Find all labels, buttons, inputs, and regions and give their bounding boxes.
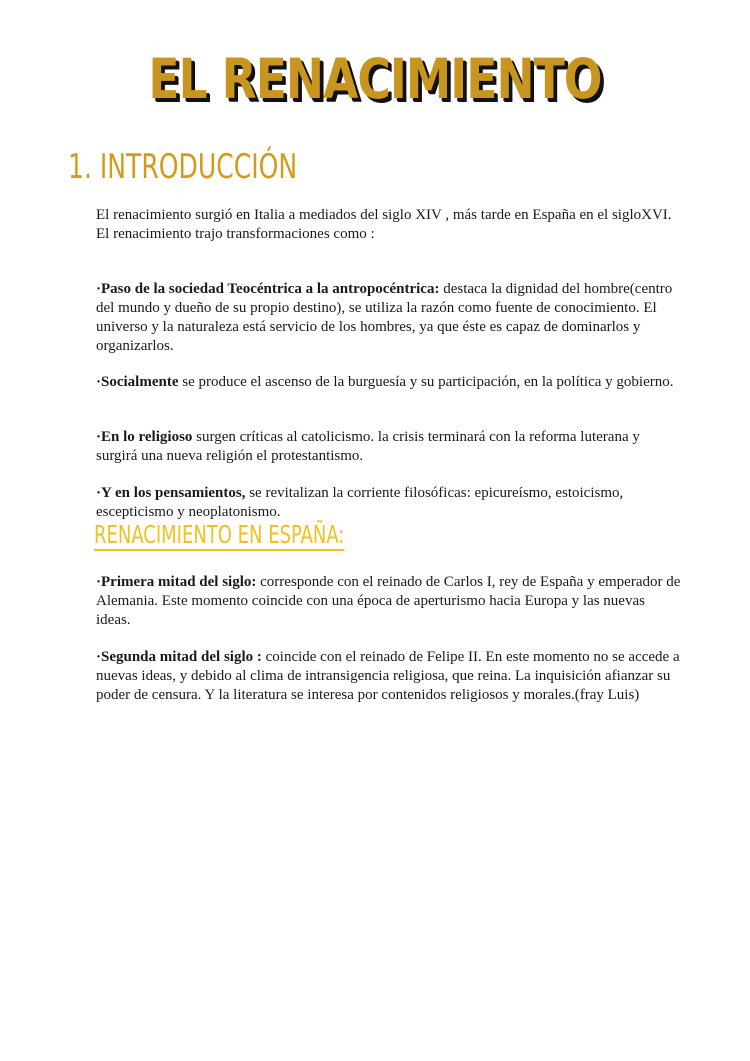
intro-line-2: El renacimiento trajo transformaciones como : [96, 226, 375, 242]
bullet-lead: ·Y en los pensamientos, [96, 485, 246, 501]
bullet-text: se produce el ascenso de la burguesía y su participación, en la política y gobierno. [178, 374, 674, 390]
item-segunda-mitad [96, 648, 681, 705]
section-heading-introduccion: 1. INTRODUCCIÓN [68, 147, 298, 187]
item-primera-mitad [96, 573, 681, 630]
bullet-socialmente [96, 373, 681, 392]
item-lead: ·Segunda mitad del siglo : [96, 649, 262, 665]
bullet-text: destaca la dignidad del hombre(centro del mundo y dueño de su propio destino), se utiliza la razón como fuente de conocimiento. El universo y la naturaleza está servicio de los hombres, ya que éste es capaz de dominarlos y organizarlos. [96, 281, 673, 354]
bullet-lead: ·Paso de la sociedad Teocéntrica a la antropocéntrica: [96, 281, 440, 297]
bullet-text: surgen críticas al catolicismo. la crisis terminará con la reforma luterana y surgirá una nueva religión el protestantismo. [96, 429, 640, 464]
bullet-lead: ·En lo religioso [96, 429, 193, 445]
intro-paragraph [96, 206, 681, 244]
section-heading-espana: RENACIMIENTO EN ESPAÑA: [94, 520, 345, 549]
item-text: coincide con el reinado de Felipe II. En este momento no se accede a nuevas ideas, y debido al clima de intransigencia religiosa, que reina. La inquisición afianzar su poder de censura. Y la literatura se interesa por contenidos religiosos y morales.(fray Luis) [96, 649, 680, 703]
bullet-pensamientos [96, 484, 681, 522]
bullet-sociedad [96, 280, 681, 356]
document-title: EL RENACIMIENTO [148, 47, 602, 111]
item-text: corresponde con el reinado de Carlos I, rey de España y emperador de Alemania. Este momento coincide con una época de aperturismo hacia Europa y las nuevas ideas. [96, 574, 681, 628]
intro-line-1: El renacimiento surgió en Italia a mediados del siglo XIV , más tarde en España en el sigloXVI. [96, 207, 672, 223]
bullet-religioso [96, 428, 681, 466]
item-lead: ·Primera mitad del siglo: [96, 574, 257, 590]
bullet-text: se revitalizan la corriente filosóficas: epicureísmo, estoicismo, escepticismo y neoplatonismo. [96, 485, 624, 520]
bullet-lead: ·Socialmente [96, 374, 179, 390]
